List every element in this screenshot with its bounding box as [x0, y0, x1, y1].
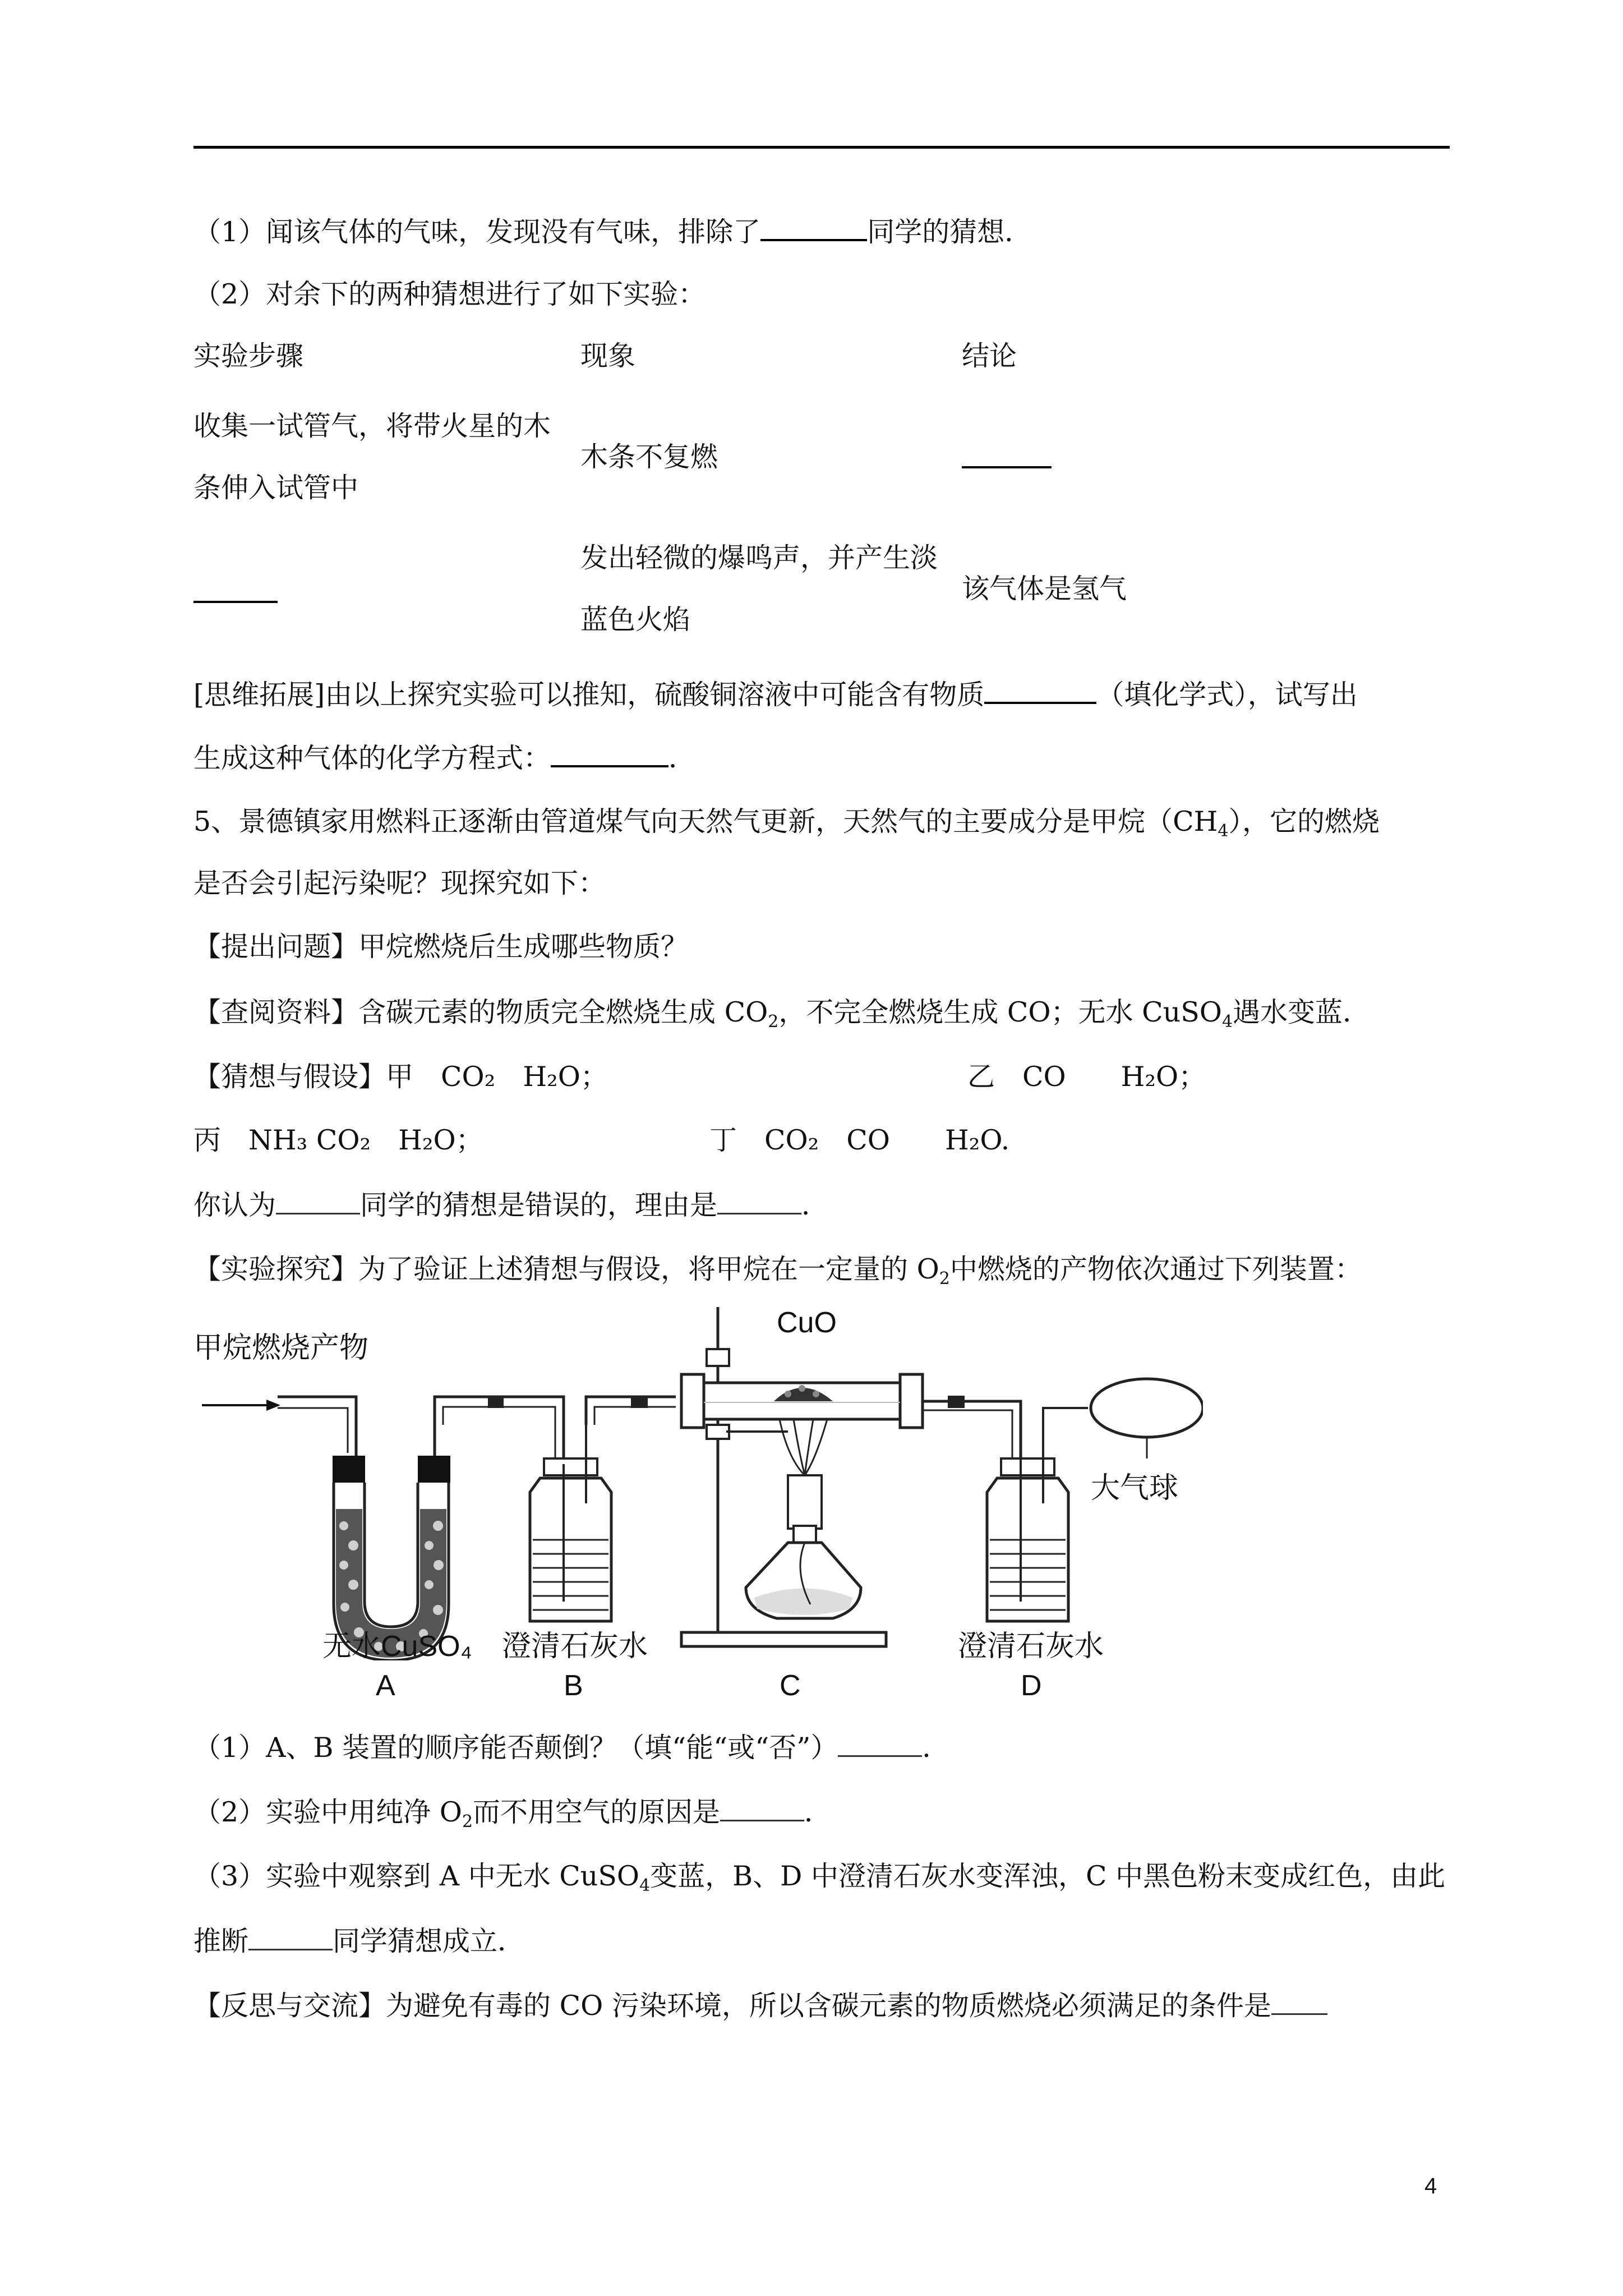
- q5-intro-line2: 是否会引起污染呢？现探究如下：: [193, 867, 606, 899]
- sub3-b: 变蓝，B、D 中澄清石灰水变浑浊，C 中黑色粉末变成红色，由此: [650, 1860, 1446, 1892]
- answer-blank[interactable]: [717, 1188, 801, 1214]
- q4-extension-line2: 生成这种气体的化学方程式： ．: [193, 739, 696, 775]
- row2-phenomenon-line1: 发出轻微的爆鸣声，并产生淡: [580, 542, 938, 574]
- ref-c: 遇水变蓝．: [1233, 996, 1371, 1028]
- opinion-b: 同学的猜想是错误的，理由是: [360, 1189, 718, 1221]
- page-number: 4: [1424, 2174, 1437, 2198]
- q5-question: 【提出问题】甲烷燃烧后生成哪些物质？: [193, 931, 689, 963]
- label-b-reagent: 澄清石灰水: [502, 1630, 648, 1663]
- q5-intro-a: 5、景德镇家用燃料正逐渐由管道煤气向天然气更新，天然气的主要成分是甲烷（CH: [193, 806, 1218, 838]
- q4-extension-line1: [193, 676, 1358, 712]
- letter-c: C: [780, 1669, 801, 1702]
- hypothesis-jia-text: 甲 CO₂ H₂O；: [386, 1061, 608, 1093]
- bottle-d: [987, 1408, 1088, 1621]
- extension-line2-text: 生成这种气体的化学方程式：: [193, 742, 551, 774]
- sub3-sub: 4: [639, 1876, 651, 1895]
- sub2-c: ．: [804, 1796, 832, 1828]
- label-d-reagent: 澄清石灰水: [958, 1630, 1104, 1663]
- label-a-reagent: 无水CuSO₄: [322, 1630, 472, 1663]
- hypothesis-ding: 丁 CO₂ CO H₂O.: [709, 1124, 1010, 1156]
- balloon-label: 大气球: [1091, 1472, 1179, 1504]
- answer-blank[interactable]: [962, 440, 1052, 468]
- cuo-label: CuO: [777, 1306, 837, 1339]
- apparatus-c: [681, 1306, 923, 1646]
- q5-reflection: [193, 1989, 1327, 2023]
- answer-blank[interactable]: [276, 1188, 360, 1214]
- ref-a: 【查阅资料】含碳元素的物质完全燃烧生成 CO: [193, 996, 768, 1028]
- u-tube-a: [333, 1425, 450, 1660]
- row2-conclusion: 该气体是氢气: [962, 573, 1127, 605]
- opinion-c: ．: [801, 1189, 829, 1221]
- answer-blank[interactable]: [720, 1795, 804, 1821]
- q5-reference: [193, 996, 1371, 1032]
- sub1-a: （1）A、B 装置的顺序能否颠倒？（填“能“或“否”）: [193, 1732, 838, 1764]
- q4-step1-text: （1）闻该气体的气味，发现没有气味，排除了: [193, 216, 761, 248]
- answer-blank[interactable]: [838, 1731, 922, 1757]
- ref-sub1: 2: [768, 1012, 779, 1032]
- experiment-sub: 2: [939, 1269, 950, 1289]
- row2-step-blank-wrap: [193, 575, 278, 611]
- hypothesis-jia: [193, 1060, 608, 1094]
- table-header-step: 实验步骤: [193, 340, 304, 372]
- apparatus-diagram: [193, 1290, 1203, 1660]
- answer-blank[interactable]: [193, 575, 278, 603]
- q5-intro-b: ），它的燃烧: [1228, 806, 1380, 838]
- answer-blank[interactable]: [1271, 1989, 1327, 2015]
- bottle-b: [530, 1425, 611, 1621]
- inlet-arrow-icon: [202, 1400, 280, 1411]
- q5-experiment: [193, 1253, 1362, 1289]
- table-header-phenomenon: 现象: [580, 340, 636, 372]
- sub2-b: 而不用空气的原因是: [473, 1796, 721, 1828]
- sub3-line2-a: 推断: [193, 1925, 249, 1957]
- balloon: [1091, 1379, 1203, 1504]
- hypothesis-yi: 乙 CO H₂O；: [967, 1061, 1206, 1093]
- hypothesis-bing: 丙 NH₃ CO₂ H₂O；: [193, 1124, 483, 1156]
- letter-b: B: [564, 1669, 583, 1702]
- opinion-a: 你认为: [193, 1189, 276, 1221]
- row1-step-line2: 条伸入试管中: [193, 472, 359, 504]
- row1-conclusion-blank-wrap: [962, 440, 1052, 476]
- q5-sub3-line1: [193, 1860, 1445, 1893]
- extension-text-a: [思维拓展]由以上探究实验可以推知，硫酸铜溶液中可能含有物质: [193, 679, 985, 711]
- letter-a: A: [376, 1669, 395, 1702]
- answer-blank[interactable]: [760, 213, 867, 241]
- row1-phenomenon: 木条不复燃: [580, 441, 718, 473]
- hypothesis-label: 【猜想与假设】: [193, 1061, 386, 1093]
- ref-sub2: 4: [1221, 1012, 1233, 1032]
- experiment-b: 中燃烧的产物依次通过下列装置：: [949, 1253, 1362, 1285]
- row2-phenomenon-line2: 蓝色火焰: [580, 604, 691, 636]
- q5-sub3-line2: [193, 1924, 525, 1958]
- inlet-label: 甲烷燃烧产物: [193, 1332, 369, 1364]
- sub2-a: （2）实验中用纯净 O: [193, 1796, 462, 1828]
- sub3-a: （3）实验中观察到 A 中无水 CuSO: [193, 1860, 640, 1892]
- q5-sub1: [193, 1731, 949, 1765]
- q5-intro-line1: [193, 805, 1380, 839]
- reflection-text: 【反思与交流】为避免有毒的 CO 污染环境，所以含碳元素的物质燃烧必须满足的条件是: [193, 1990, 1271, 2022]
- q4-step1: [193, 213, 1032, 249]
- experiment-a: 【实验探究】为了验证上述猜想与假设，将甲烷在一定量的 O: [193, 1253, 939, 1285]
- answer-blank[interactable]: [984, 676, 1096, 704]
- sub3-line2-b: 同学猜想成立．: [333, 1925, 525, 1957]
- q4-step2: （2）对余下的两种猜想进行了如下实验：: [193, 278, 706, 310]
- q5-intro-sub: 4: [1218, 821, 1229, 841]
- table-header-conclusion: 结论: [962, 340, 1017, 372]
- sub1-b: ．: [922, 1732, 950, 1764]
- q4-step1-tail: 同学的猜想．: [867, 216, 1032, 248]
- sub2-sub: 2: [462, 1812, 473, 1832]
- q5-sub2: [193, 1795, 832, 1832]
- header-rule: [193, 146, 1450, 149]
- answer-blank[interactable]: [551, 739, 668, 767]
- extension-text-b: （填化学式），试写出: [1096, 679, 1358, 711]
- answer-blank[interactable]: [248, 1924, 333, 1950]
- q5-opinion: [193, 1188, 829, 1222]
- ref-b: ，不完全燃烧生成 CO；无水 CuSO: [778, 996, 1222, 1028]
- row1-step-line1: 收集一试管气，将带火星的木: [193, 410, 551, 442]
- letter-d: D: [1021, 1669, 1042, 1702]
